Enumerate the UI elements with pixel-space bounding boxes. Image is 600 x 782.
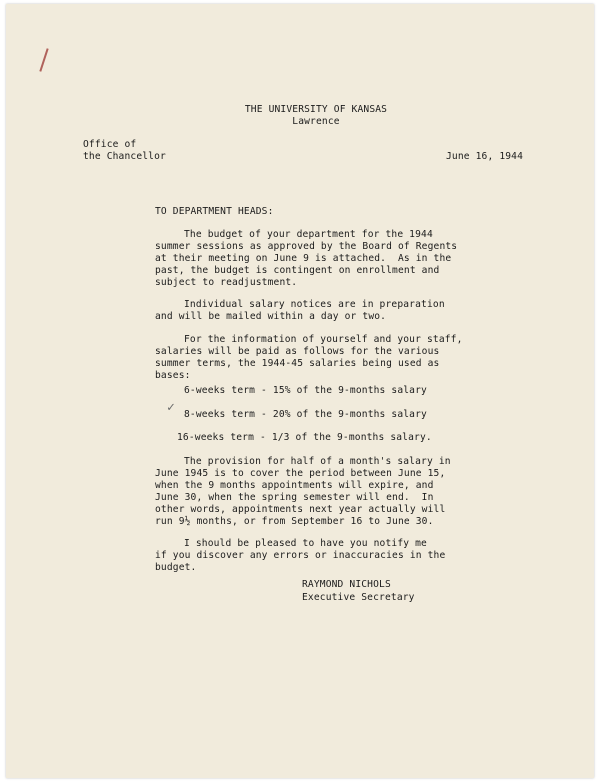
paragraph-5-line: I should be pleased to have you notify me — [184, 538, 427, 549]
paragraph-4-line: The provision for half of a month's salary in — [184, 456, 451, 467]
paragraph-4-line: other words, appointments next year actually will — [155, 504, 446, 515]
term-16-weeks: 16-weeks term - 1/3 of the 9-months salary. — [177, 432, 432, 443]
paragraph-3-line: summer terms, the 1944-45 salaries being used as — [155, 358, 440, 369]
paragraph-1-line: The budget of your department for the 1944 — [184, 229, 433, 240]
paragraph-3-line: salaries will be paid as follows for the various — [155, 346, 440, 357]
check-mark-icon: ✓ — [167, 400, 175, 415]
paragraph-5-line: budget. — [155, 562, 197, 573]
paragraph-3-line: For the information of yourself and your staff, — [184, 334, 463, 345]
term-8-weeks: 8-weeks term - 20% of the 9-months salary — [184, 409, 427, 420]
office-line-1: Office of — [83, 139, 137, 150]
paragraph-4-line: when the 9 months appointments will expire, and — [155, 480, 434, 491]
paragraph-4-line: run 9½ months, or from September 16 to June 30. — [155, 516, 434, 527]
signatory-title: Executive Secretary — [302, 592, 415, 603]
term-6-weeks: 6-weeks term - 15% of the 9-months salary — [184, 385, 427, 396]
paragraph-2-line: and will be mailed within a day or two. — [155, 311, 387, 322]
paragraph-2-line: Individual salary notices are in preparation — [184, 299, 445, 310]
paragraph-1-line: at their meeting on June 9 is attached. As in the — [155, 253, 452, 264]
paragraph-3-line: bases: — [155, 370, 191, 381]
office-line-2: the Chancellor — [83, 151, 166, 162]
salutation: TO DEPARTMENT HEADS: — [155, 206, 274, 217]
paragraph-5-line: if you discover any errors or inaccuracies in the — [155, 550, 446, 561]
paragraph-4-line: June 30, when the spring semester will end. In — [155, 492, 434, 503]
letter-date: June 16, 1944 — [446, 151, 524, 162]
signatory-name: RAYMOND NICHOLS — [302, 579, 391, 590]
paragraph-4-line: June 1945 is to cover the period between June 15, — [155, 468, 446, 479]
paragraph-1-line: summer sessions as approved by the Board of Regents — [155, 241, 458, 252]
paragraph-1-line: subject to readjustment. — [155, 277, 298, 288]
paragraph-1-line: past, the budget is contingent on enrollment and — [155, 265, 440, 276]
institution-heading: THE UNIVERSITY OF KANSAS — [244, 104, 388, 115]
city-heading: Lawrence — [292, 116, 340, 127]
